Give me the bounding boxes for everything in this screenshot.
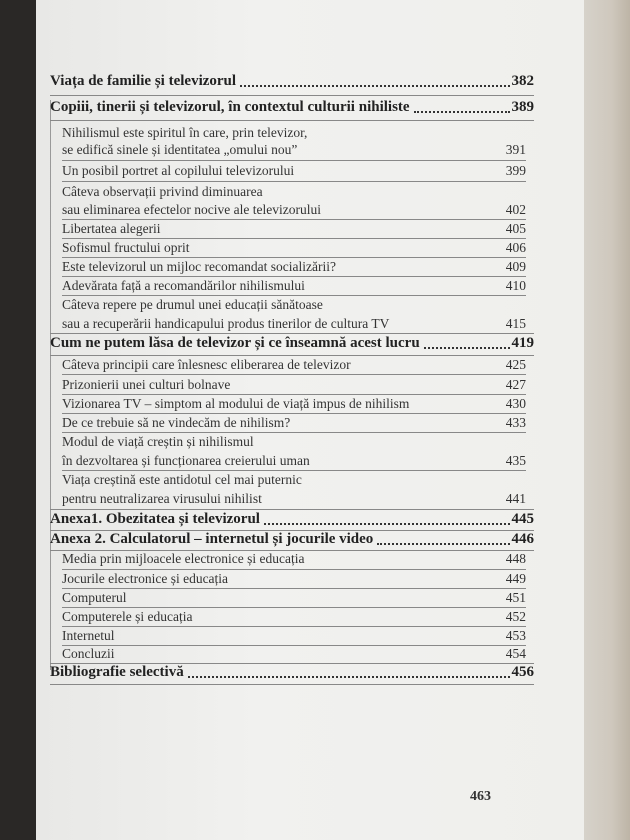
toc-entry-page: 448	[505, 551, 526, 566]
toc-subentry	[62, 202, 526, 218]
toc-entry-page: 409	[505, 259, 526, 274]
toc-entry-title: Internetul	[62, 628, 115, 643]
toc-subentry	[62, 316, 526, 332]
dot-leader	[188, 675, 510, 678]
toc-entry-title: sau a recuperării handicapului produs tinerilor de cultura TV	[62, 316, 390, 331]
toc-entry-title: Câteva principii care înlesnesc eliberarea de televizor	[62, 357, 351, 372]
toc-subentry	[62, 297, 526, 313]
dot-leader	[424, 346, 510, 349]
toc-entry-title: Adevărata față a recomandărilor nihilismului	[62, 278, 305, 293]
toc-entry-title: Libertatea alegerii	[62, 221, 161, 236]
toc-entry-page: 389	[511, 99, 534, 115]
toc-rule	[62, 432, 526, 433]
toc-entry-page: 435	[505, 453, 526, 468]
toc-subentry	[62, 377, 526, 393]
toc-entry-title: Copiii, tinerii și televizorul, în contextul culturii nihiliste	[50, 99, 410, 115]
toc-entry	[50, 73, 534, 90]
toc-entry-title: Sofismul fructului oprit	[62, 240, 190, 255]
toc-entry-title: Nihilismul este spiritul în care, prin televizor,	[62, 125, 308, 140]
toc-entry-page: 451	[505, 590, 526, 605]
toc-entry-page: 405	[505, 221, 526, 236]
toc-subentry	[62, 259, 526, 275]
toc-entry-title: în dezvoltarea și funcționarea creierului uman	[62, 453, 310, 468]
toc-entry-page: 433	[505, 415, 526, 430]
toc-rule	[62, 238, 526, 239]
toc-rule	[50, 95, 534, 96]
toc-subentry	[62, 551, 526, 567]
toc-entry-page: 454	[505, 646, 526, 661]
toc-rule	[50, 509, 534, 510]
toc-entry-title: se edifică sinele și identitatea „omului nou”	[62, 142, 298, 157]
toc-rule	[62, 295, 526, 296]
toc-entry-title: Un posibil portret al copilului televizorului	[62, 163, 295, 178]
toc-entry-page: 391	[505, 142, 526, 157]
toc-subentry	[62, 163, 526, 179]
toc-entry-title: Câteva repere pe drumul unei educații sănătoase	[62, 297, 323, 312]
toc-entry-page: 425	[505, 357, 526, 372]
toc-subentry	[62, 628, 526, 644]
toc-entry-page: 446	[511, 531, 534, 547]
toc-subentry	[62, 453, 526, 469]
toc-rule	[62, 626, 526, 627]
toc-subentry	[62, 434, 526, 450]
toc-subentry	[62, 278, 526, 294]
toc-entry-page: 427	[505, 377, 526, 392]
toc-entry	[50, 99, 534, 116]
toc-entry-page: 445	[511, 511, 534, 527]
toc-entry-title: Vizionarea TV – simptom al modului de viață impus de nihilism	[62, 396, 410, 411]
toc-rule	[62, 276, 526, 277]
toc-entry-page: 430	[505, 396, 526, 411]
toc-entry	[50, 531, 534, 548]
toc-subentry	[62, 571, 526, 587]
toc-entry-title: pentru neutralizarea virusului nihilist	[62, 491, 262, 506]
toc-entry-title: Anexa1. Obezitatea și televizorul	[50, 511, 260, 527]
toc-subentry	[62, 472, 526, 488]
toc-rule	[62, 257, 526, 258]
toc-entry-title: Viața creștină este antidotul cel mai puternic	[62, 472, 302, 487]
toc-subentry	[62, 396, 526, 412]
toc-subentry	[62, 184, 526, 200]
toc-rule	[62, 413, 526, 414]
toc-entry-page: 452	[505, 609, 526, 624]
toc-entry-title: sau eliminarea efectelor nocive ale televizorului	[62, 202, 321, 217]
toc-entry-title: Câteva observații privind diminuarea	[62, 184, 263, 199]
toc-entry	[50, 511, 534, 528]
toc-entry-page: 419	[511, 335, 534, 351]
toc-subentry	[62, 415, 526, 431]
toc-rule	[62, 374, 526, 375]
toc-subentry	[62, 142, 526, 158]
toc-entry-page: 441	[505, 491, 526, 506]
toc-entry-page: 456	[511, 664, 534, 680]
toc-entry	[50, 335, 534, 352]
toc-entry-page: 410	[505, 278, 526, 293]
toc-entry-title: Media prin mijloacele electronice și educația	[62, 551, 305, 566]
toc-rule	[62, 470, 526, 471]
toc-entry-title: Viața de familie și televizorul	[50, 73, 237, 89]
toc-rule	[62, 219, 526, 220]
toc-rule	[62, 588, 526, 589]
toc-subentry	[62, 357, 526, 373]
toc-rule	[50, 684, 534, 685]
toc-entry-page: 402	[505, 202, 526, 217]
toc-rule	[62, 607, 526, 608]
toc-subentry	[62, 125, 526, 141]
toc-entry	[50, 664, 534, 681]
dot-leader	[240, 84, 509, 87]
toc-entry-page: 415	[505, 316, 526, 331]
page-number: 463	[470, 789, 491, 804]
toc-vertical-rule	[50, 100, 51, 670]
toc-subentry	[62, 491, 526, 507]
toc-entry-title: Cum ne putem lăsa de televizor și ce înseamnă acest lucru	[50, 335, 420, 351]
toc-rule	[62, 181, 526, 182]
toc-rule	[50, 120, 534, 121]
toc-subentry	[62, 590, 526, 606]
toc-rule	[50, 333, 534, 334]
toc-rule	[62, 160, 526, 161]
toc-entry-title: Modul de viață creștin și nihilismul	[62, 434, 254, 449]
toc-entry-title: Este televizorul un mijloc recomandat socializării?	[62, 259, 337, 274]
toc-entry-title: Computerele și educația	[62, 609, 193, 624]
toc-entry-title: Prizonierii unei culturi bolnave	[62, 377, 231, 392]
toc-entry-page: 382	[511, 73, 534, 89]
toc-entry-title: Bibliografie selectivă	[50, 664, 184, 680]
toc-entry-title: De ce trebuie să ne vindecăm de nihilism?	[62, 415, 291, 430]
toc-entry-page: 406	[505, 240, 526, 255]
toc-entry-title: Anexa 2. Calculatorul – internetul și jocurile video	[50, 531, 374, 547]
toc-entry-page: 399	[505, 163, 526, 178]
toc-rule	[62, 569, 526, 570]
dot-leader	[414, 110, 510, 113]
dot-leader	[264, 522, 510, 525]
toc-entry-title: Computerul	[62, 590, 127, 605]
toc-subentry	[62, 221, 526, 237]
toc-subentry	[62, 609, 526, 625]
toc-rule	[62, 394, 526, 395]
toc-entry-page: 453	[505, 628, 526, 643]
toc-subentry	[62, 240, 526, 256]
dot-leader	[377, 542, 509, 545]
toc-rule	[50, 355, 534, 356]
toc-subentry	[62, 646, 526, 662]
toc-entry-title: Jocurile electronice și educația	[62, 571, 229, 586]
toc-entry-title: Concluzii	[62, 646, 115, 661]
toc-entry-page: 449	[505, 571, 526, 586]
